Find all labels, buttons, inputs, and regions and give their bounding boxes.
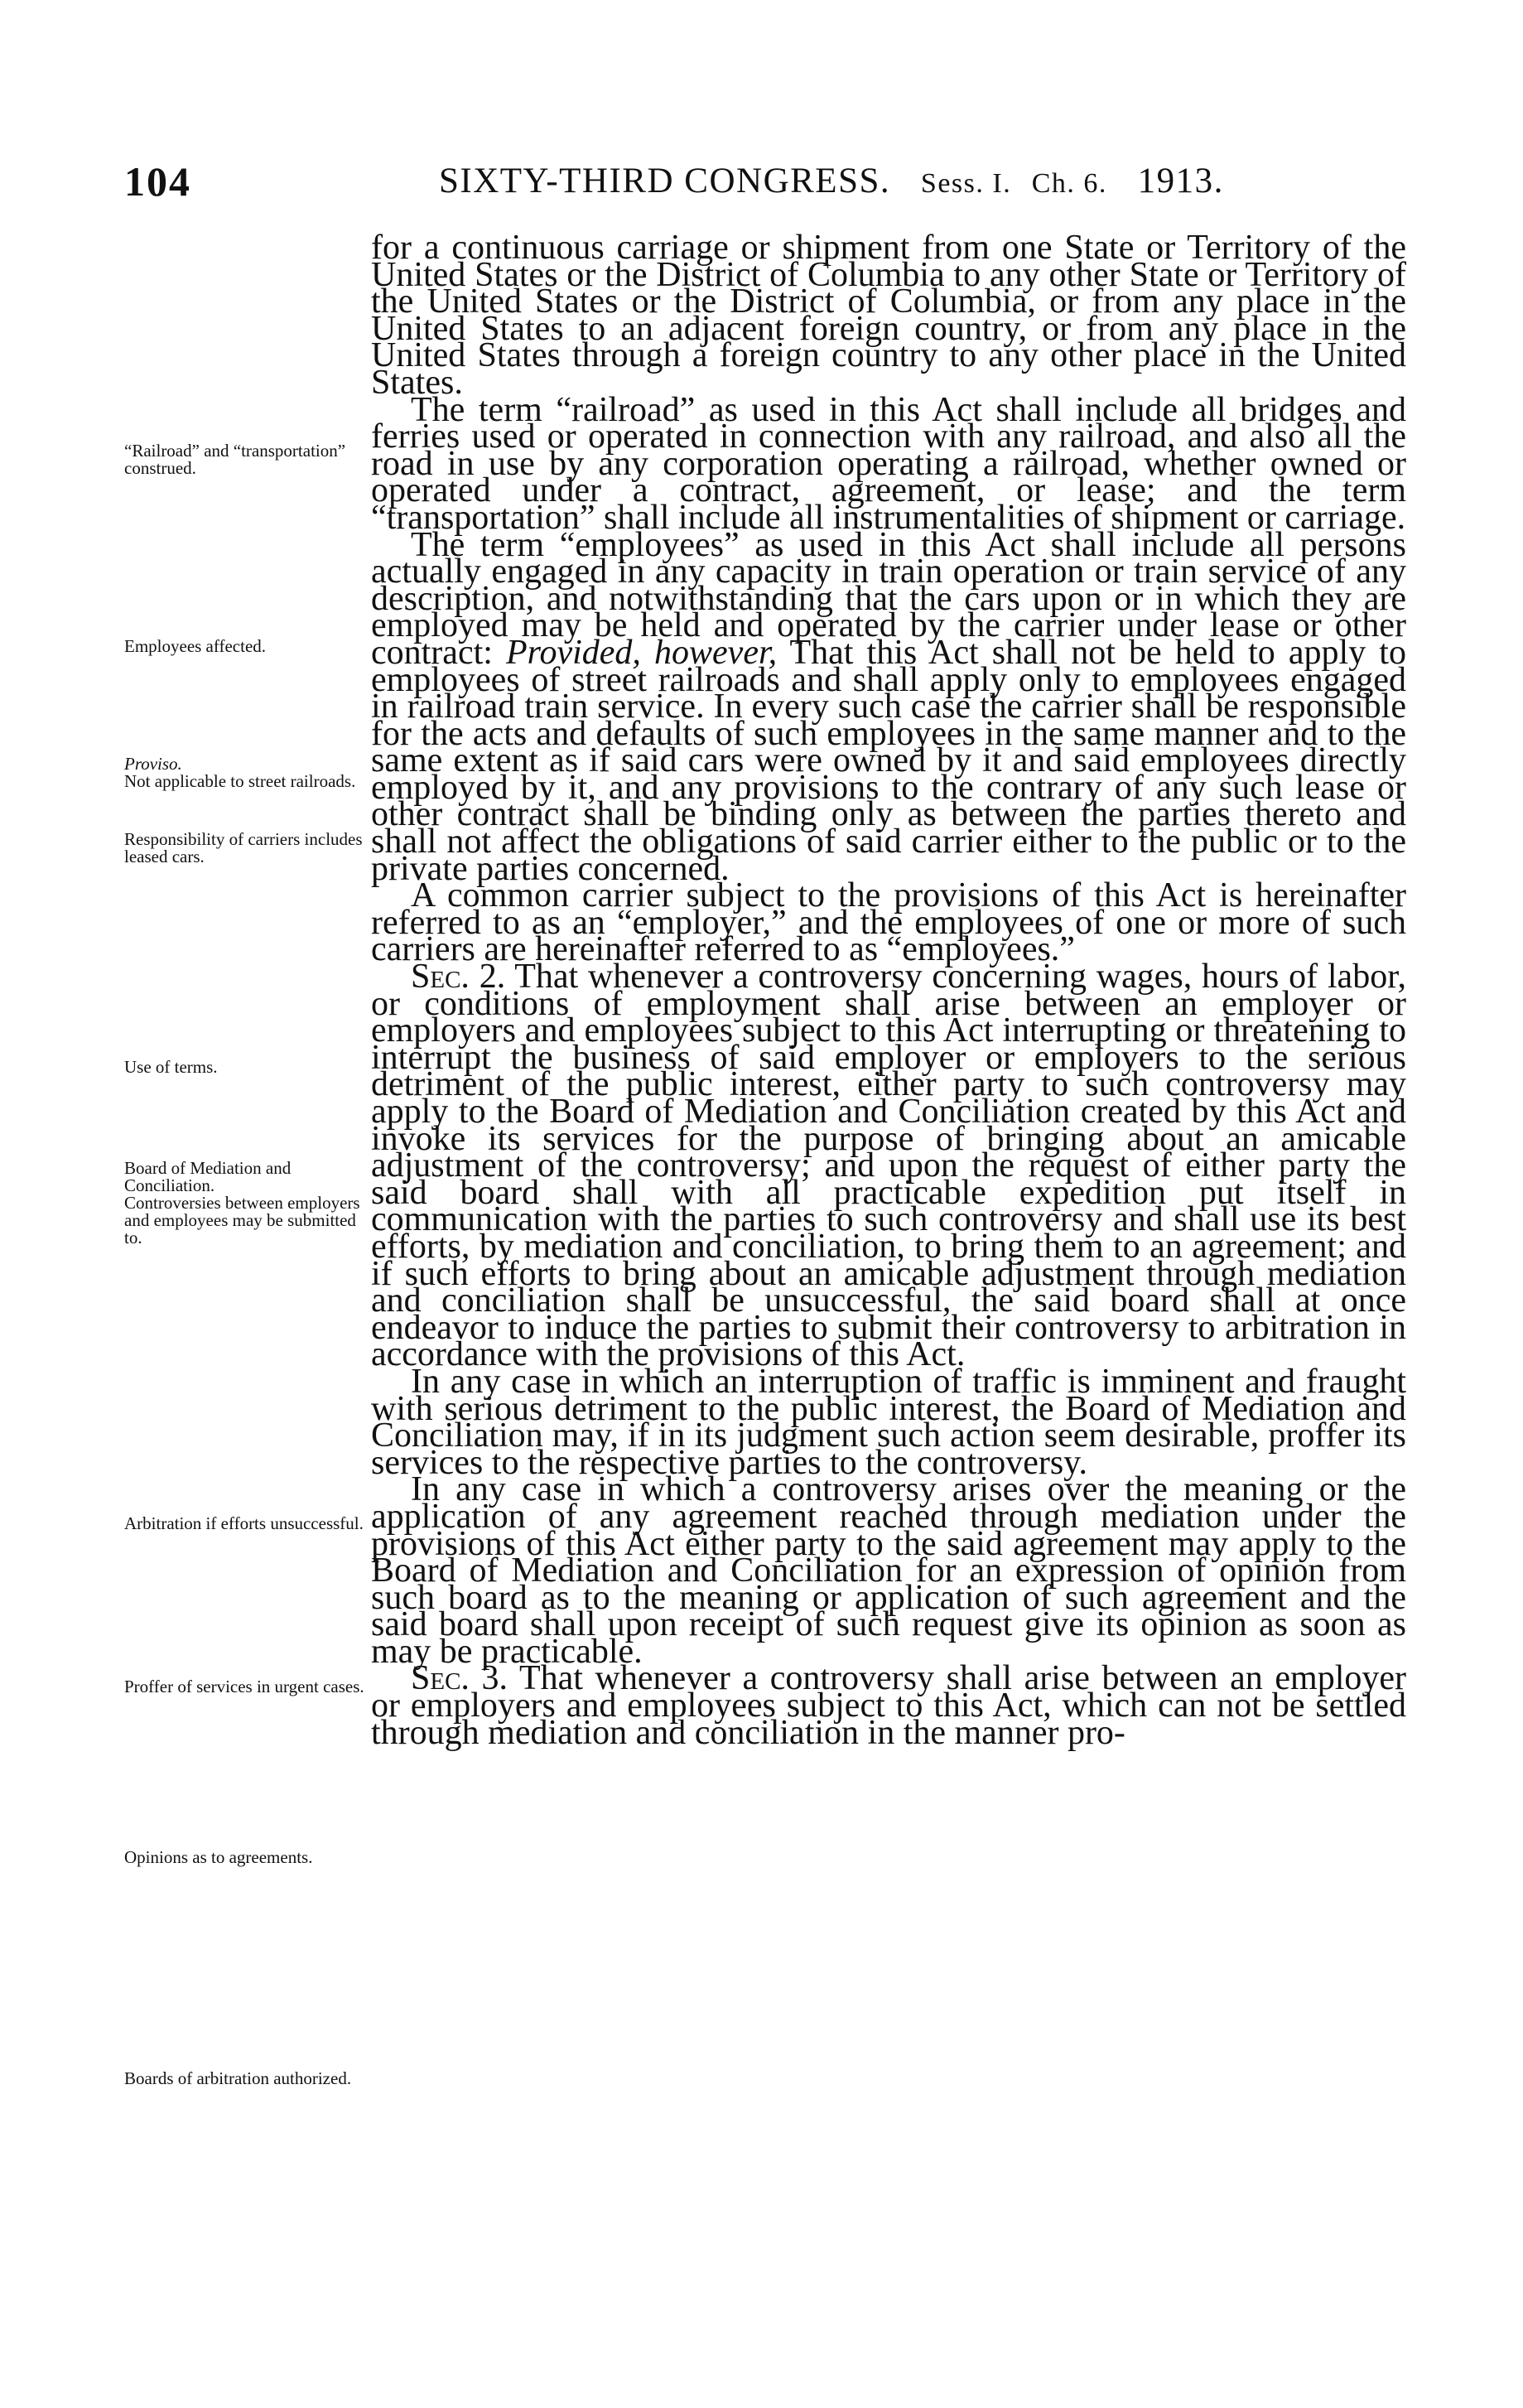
section-2-text: That whenever a controversy concerning wages, hours of labor, or conditions of employment shall arise between an employer or employers and employees subject to this Act interrupting or threatening to interrupt the business of said employer or employers to the serious detriment of the public interest, either party to such controversy may apply to the Board of Mediation and Conciliation created by this Act and invoke its services for the purpose of bringing about an amicable adjustment of the controversy; and upon the request of either party the said board shall with all practicable expedition put itself in communication with the parties to such controversy and shall use its best efforts, by mediation and conciliation, to bring them to an agreement; and if such efforts to bring about an amicable adjustment through mediation and conciliation shall be unsuccessful, the said board shall at once endeavor to induce the parties to submit their controversy to arbitration in accordance with the provisions of this Act. [371,958,1406,1374]
paragraph-use-of-terms: A common carrier subject to the provisions of this Act is hereinafter referred to as an “employer,” and the employees of one or more of such carriers are hereinafter referred to as “employees.” [371,876,1406,969]
section-3-label: Sec. 3. [411,1659,508,1698]
margin-note-proviso-label: Proviso. [124,754,182,774]
paragraph-employees-part-a: The term “employees” as used in this Act shall include all persons actually engaged in any capacity in train operation or train service of any description, and notwithstanding that the cars upon or in which they are employed may be held and operated by the carrier under lease or other contract: [371,525,1406,672]
margin-note-arbitration: Arbitration if efforts unsuccessful. [124,1513,364,1533]
margin-note-opinions: Opinions as to agreements. [124,1847,313,1867]
margin-note-proviso [124,755,364,790]
running-head-chapter: Ch. 6. [1031,168,1107,199]
running-head-year: 1913. [1137,162,1224,200]
margin-note-board [124,1160,364,1247]
section-3 [371,1659,1406,1752]
margin-note-proviso-text: Not applicable to street railroads. [124,771,356,791]
section-3-text: That whenever a controversy shall arise between an employer or employers and employees subject to this Act, which can not be settled through mediation and conciliation in the manner pro- [371,1659,1406,1752]
page-number: 104 [124,158,191,205]
running-head-congress: SIXTY-THIRD CONGRESS. [439,162,891,200]
margin-note-controversies: Controversies between employers and employees may be submitted to. [124,1193,360,1247]
paragraph-1: for a continuous carriage or shipment from one State or Territory of the United States or the District of Columbia to any other State or Territory of the United States or the District of Columbia, or from any place in the United States to an adjacent foreign country, or from any place in the United States through a foreign country to any other place in the United States. [371,229,1406,402]
running-head [439,161,1224,201]
margin-note-railroad: “Railroad” and “transportation” construed. [124,441,346,478]
paragraph-railroad-definition: The term “railroad” as used in this Act shall include all bridges and ferries used or operated in connection with any railroad, and also all the road in use by any corporation operating a railroad, whether owned or operated under a contract, agreement, or lease; and the term “transportation” shall include all instrumentalities of shipment or carriage. [371,390,1406,537]
margin-note-proffer: Proffer of services in urgent cases. [124,1677,364,1696]
paragraph-proffer: In any case in which an interruption of traffic is imminent and fraught with serious detriment to the public interest, the Board of Mediation and Conciliation may, if in its judgment such action seem desirable, proffer its services to the respective parties to the controversy. [371,1362,1406,1482]
main-text [371,229,1406,1752]
proviso-phrase: Provided, however, [506,633,778,672]
section-2-label: Sec. 2. [411,958,506,996]
margin-note-board-title: Board of Mediation and Conciliation. [124,1158,292,1195]
margin-note-responsibility: Responsibility of carriers includes leased cars. [124,829,363,866]
paragraph-employees-part-b: That this Act shall not be held to apply to employees of street railroads and shall apply only to employees engaged in railroad train service. In every such case the carrier shall be responsible for the acts and defaults of such employees in the same manner and to the same extent as if said cars were owned by it and said employees directly employed by it, and any provisions to the contrary of any such lease or other contract shall be binding only as between the parties thereto and shall not affect the obligations of said carrier either to the public or to the private parties concerned. [371,633,1406,888]
running-head-session: Sess. I. [920,168,1012,199]
margin-note-use-of-terms: Use of terms. [124,1057,218,1077]
margin-note-employees-affected: Employees affected. [124,636,267,656]
margin-note-boards-arbitration: Boards of arbitration authorized. [124,2068,352,2088]
section-2 [371,958,1406,1374]
paragraph-opinions: In any case in which a controversy arises over the meaning or the application of any agreement reached through mediation under the provisions of this Act either party to the said agreement may apply to the Board of Mediation and Conciliation for an expression of opinion from such board as to the meaning or application of such agreement and the said board shall upon receipt of such request give its opinion as soon as may be practicable. [371,1470,1406,1671]
paragraph-employees-definition [371,525,1406,888]
